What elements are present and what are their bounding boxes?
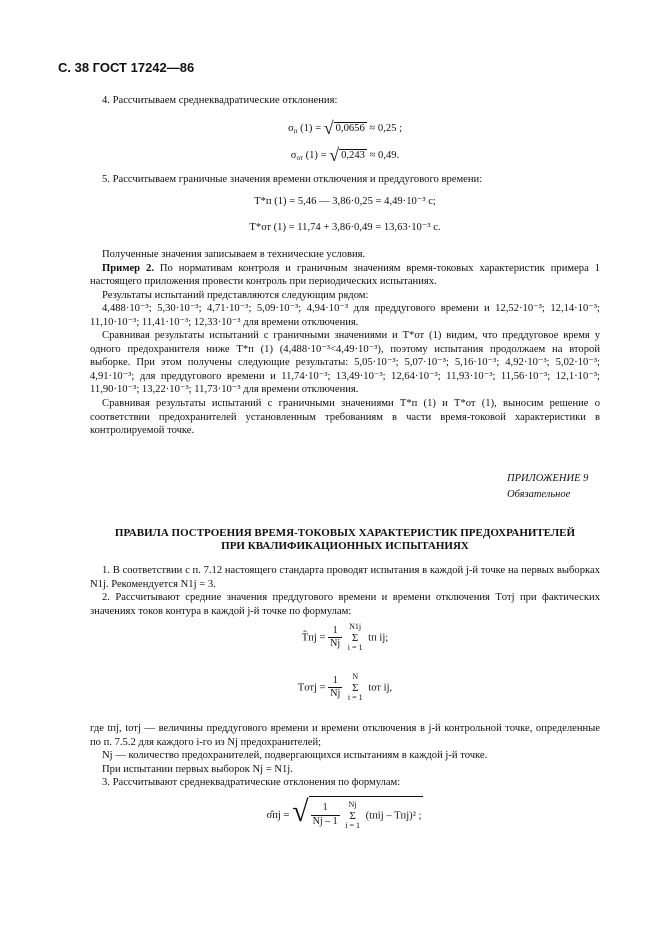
eq2-symbol: σ — [290, 150, 297, 161]
f2-sum — [348, 673, 363, 703]
example-section — [90, 248, 600, 438]
item-4 — [90, 94, 600, 108]
sigma-icon: Σ — [349, 809, 356, 822]
appendix-title-line-1: ПРАВИЛА ПОСТРОЕНИЯ ВРЕМЯ-ТОКОВЫХ ХАРАКТЕРИСТИК ПРЕДОХРАНИТЕЛЕЙ — [114, 527, 576, 539]
appendix-label: ПРИЛОЖЕНИЕ 9 — [507, 473, 589, 484]
f2-den: Nj — [330, 688, 341, 700]
eq2-result: ≈ 0,49. — [366, 150, 400, 161]
equation-tot — [90, 221, 600, 235]
f1-bot: i = 1 — [347, 642, 363, 652]
equation-tp — [90, 195, 600, 209]
example-2-label: Пример 2. — [102, 262, 154, 274]
f1-top: N1j — [349, 622, 362, 631]
paragraph-4: 4,488·10⁻³; 5,30·10⁻³; 4,71·10⁻³; 5,09·10⁻³; 4,94·10⁻³ для преддугового времени и 12,52·10⁻³; 12,14·10⁻³; 11,10·10⁻³; 11,41·10⁻³; 12,33·10⁻³ для времени отключения. — [90, 303, 600, 328]
appendix-status: Обязательное — [507, 488, 571, 500]
eq1-subscript: п — [293, 127, 298, 135]
appendix-item-1: 1. В соответствии с п. 7.12 настоящего стандарта проводят испытания в каждой j-й точке на первых выборках N1j. Рекомендуется N1j = 3. — [90, 565, 600, 590]
where-clause — [90, 722, 600, 790]
eq1-value: 0,0656 — [335, 123, 365, 134]
f1-sum — [348, 623, 363, 653]
where-2: Nj — количество предохранителей, подвергающихся испытаниям в каждой j-й точке. — [102, 750, 488, 762]
where-3: При испытании первых выборок Nj = N1j. — [102, 763, 293, 775]
eq1-result: ≈ 0,25 ; — [366, 123, 403, 134]
f3-fraction — [311, 802, 340, 829]
f1-fraction — [328, 625, 342, 652]
item-5-text: 5. Рассчитываем граничные значения времени отключения и преддугового времени: — [102, 174, 483, 185]
f3-lhs: σ̂пj = — [266, 810, 290, 821]
equation-sigma-ot — [90, 144, 600, 167]
sqrt-icon: √ — [323, 118, 334, 138]
eq4-text: T*от (1) = 11,74 + 3,86·0,49 = 13,63·10⁻³ с. — [249, 222, 441, 233]
appendix-title — [90, 527, 600, 553]
f2-bot: i = 1 — [347, 692, 363, 702]
equation-sigma-p — [90, 117, 600, 140]
f1-lhs: T̂пj = — [301, 632, 326, 644]
f3-bot: i = 1 — [345, 820, 360, 830]
f2-fraction — [328, 675, 342, 702]
sqrt-icon: √ — [329, 145, 340, 165]
eq1-arg: (1) = — [297, 123, 324, 134]
formula-tp-mean — [90, 623, 600, 653]
eq1-symbol: σ — [287, 123, 294, 134]
f1-num: 1 — [328, 625, 342, 639]
appendix-items — [90, 564, 600, 618]
sigma-icon: Σ — [352, 681, 359, 694]
f3-num: 1 — [311, 802, 340, 816]
paragraph-2 — [90, 262, 600, 289]
paragraph-2-text: По нормативам контроля и граничным значениям время-токовых характеристик примера 1 настоящего приложения провести контроль при периодических испытаниях. — [90, 262, 601, 288]
f2-term: tот ij, — [368, 682, 393, 694]
f3-den: Nj – 1 — [312, 816, 338, 828]
eq3-text: T*п (1) = 5,46 — 3,86·0,25 = 4,49·10⁻³ с; — [254, 196, 436, 207]
appendix-item-3: 3. Рассчитывают среднеквадратические отклонения по формулам: — [102, 777, 401, 789]
page-header: С. 38 ГОСТ 17242—86 — [58, 60, 195, 75]
sqrt-icon: √ — [292, 795, 309, 828]
f3-term: (tпij – Tпj)² ; — [365, 810, 422, 821]
where-1: где tпj, tотj — величины преддугового времени и времени отключения в j-й контрольной точке, определенные по п. 7.5.2 для каждого i-го из Nj предохранителей; — [90, 723, 600, 748]
f1-term: tп ij; — [368, 632, 389, 644]
item-5 — [90, 173, 600, 187]
f2-top: N — [352, 672, 359, 681]
item-4-text: 4. Рассчитываем среднеквадратические отклонения: — [102, 95, 338, 106]
appendix-label-block — [507, 471, 588, 503]
eq2-subscript: от — [296, 154, 303, 162]
paragraph-3: Результаты испытаний представляются следующим рядом: — [102, 289, 369, 301]
f2-num: 1 — [328, 675, 342, 689]
eq2-value: 0,243 — [341, 150, 365, 161]
formula-sigma — [90, 793, 600, 831]
appendix-title-line-2: ПРИ КВАЛИФИКАЦИОННЫХ ИСПЫТАНИЯХ — [221, 540, 469, 553]
paragraph-6: Сравнивая результаты испытаний с граничными значениями T*п (1) и T*от (1), выносим решение о соответствии предохранителей установленным требованиям в части время-токовой характеристики в контролируемой точке. — [90, 398, 600, 437]
f2-lhs: Tотj = — [297, 682, 326, 694]
f3-sum — [345, 801, 360, 831]
eq2-arg: (1) = — [302, 150, 330, 161]
appendix-item-2: 2. Рассчитывают средние значения преддугового времени и времени отключения Tотj при фактических значениях токов контура в каждой j-й точке по формулам: — [90, 592, 600, 617]
sigma-icon: Σ — [351, 631, 359, 644]
f3-radicand — [309, 796, 424, 831]
f1-den: Nj — [330, 638, 341, 650]
paragraph-1: Полученные значения записываем в технические условия. — [102, 249, 366, 260]
paragraph-5: Сравнивая результаты испытаний с граничными значениями и T*от (1) видим, что преддуговое время у одного предохранителя ниже T*п (1) (4,488·10⁻³<4,49·10⁻³), поэтому испытания продолжаем на второй выборке. При этом получены следующие результаты: 5,05·10⁻³; 5,07·10⁻³; 5,16·10⁻³; 4,92·10⁻³; 5,02·10⁻³; 4,91·10⁻³; для преддугового времени и 11,74·10⁻³; 13,49·10⁻³; 12,64·10⁻³; 11,93·10⁻³; 11,56·10⁻³; 12,1·10⁻³; 11,90·10⁻³; 13,22·10⁻³; 11,73·10⁻³ для времени отключения. — [90, 330, 600, 396]
f3-top: Nj — [348, 799, 357, 809]
formula-tot-mean — [90, 673, 600, 703]
